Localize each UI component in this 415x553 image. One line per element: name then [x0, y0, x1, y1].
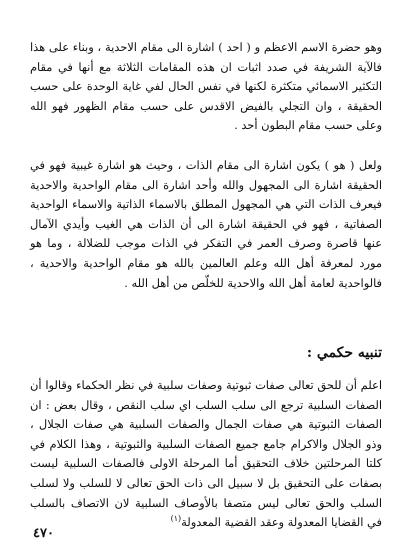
paragraph-2: ولعل ( هو ) يكون اشارة الى مقام الذات ، وحيث هو اشارة غيبية فهو في الحقيقة اشارة الى المجهول والله وأحد اشارة الى مقام الواحدية والاحدية فيعرف الذات التي هي المجهول المطلق بالاسماء الذاتية والاسماء الواحدية الصفاتية ، فهو في الحقيقة اشارة الى أن الذات هي الغيب وأيدي الآمال عنها قاصرة وصرف العمر في التفكر في الذات موجب للضلالة ، وما هو مورد لمعرفة أهل الله وعلم العالمين بالله هو مقام الواحدية والاحدية ، فالواحدية لعامة أهل الله والاحدية للخلّص من أهل الله . — [30, 158, 382, 290]
paragraph-1: وهو حضرة الاسم الاعظم و ( احد ) اشارة الى مقام الاحدية ، وبناء على هذا فالآية الشريفة في صدد اثبات ان هذه المقامات الثلاثة مع أنها في مقام التكثير الاسمائي متكثرة لكنها في نفس الحال لفي غاية الوحدة على حسب الحقيقة ، وان التجلي بالفيض الاقدس على حسب مقام الظهور فهو الله وعلى حسب مقام البطون أحد . — [30, 40, 382, 133]
page-number: ٤٧٠ — [33, 526, 54, 541]
paragraph-3 — [30, 376, 382, 533]
section-heading: تنبيه حكمي : — [306, 345, 382, 361]
footnote-marker[interactable]: (١) — [170, 514, 182, 524]
paragraph-3-text: اعلم أن للحق تعالى صفات ثبوتية وصفات سلبية في نظر الحكماء وقالوا أن الصفات السلبية ترجع الى سلب السلب اي سلب النقص ، وقال بعض : ان الصفات الثبوتية هي صفات الجمال والصفات السلبية هي صفات الجلال ، وذو الجلال والاكرام جامع جميع الصفات السلبية والثبوتية ، وهذا الكلام في كلتا المرحلتين خلاف التحقيق أما المرحلة الاولى فالصفات السلبية ليست بصفات على التحقيق بل لا سبيل الى ذات الحق تعالى لا للسلب ولا لسلب السلب والحق تعالى ليس متصفا بالأوصاف السلبية لان الاتصاف بالسلب في القضايا المعدولة وعقد القضية المعدولة — [30, 378, 382, 530]
